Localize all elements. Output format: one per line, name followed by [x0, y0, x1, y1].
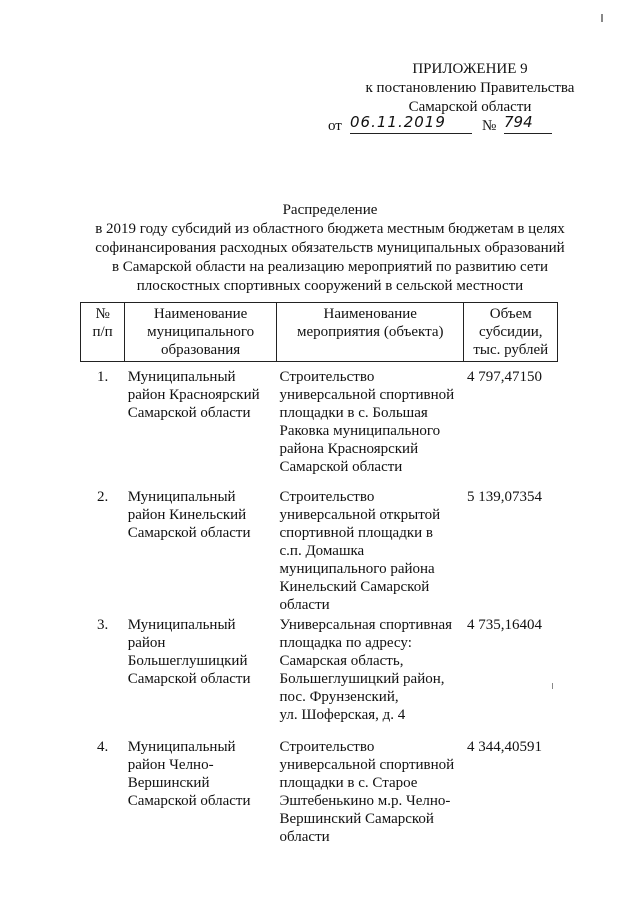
header-text: тыс. рублей — [473, 342, 549, 358]
cell-line: Вершинский Самарской — [279, 811, 434, 827]
row-amount: 4 735,16404 — [466, 617, 542, 633]
table-header-row — [81, 303, 558, 362]
title-line: софинансирования расходных обязательств муниципальных образований — [95, 240, 565, 256]
cell-line: Самарской области — [127, 405, 251, 421]
header-project — [277, 303, 464, 362]
table-row — [81, 488, 558, 616]
row-project — [277, 616, 464, 738]
row-project — [277, 488, 464, 616]
header-number — [81, 303, 125, 362]
header-text: Объем — [489, 306, 532, 322]
title-line: Распределение — [282, 202, 378, 218]
cell-line: района Красноярский — [279, 441, 419, 457]
row-project — [277, 738, 464, 858]
cell-line: площадки в с. Старое — [279, 775, 418, 791]
cell-line: Самарской области — [127, 671, 251, 687]
cell-line: Муниципальный — [127, 489, 236, 505]
header-text: образования — [161, 342, 241, 358]
handwritten-number: 794 — [504, 113, 552, 134]
cell-line: Самарской области — [279, 459, 403, 475]
cell-line: Самарская область, — [279, 653, 404, 669]
row-number: 3. — [96, 617, 109, 633]
cell-line: Раковка муниципального — [279, 423, 441, 439]
cell-line: Строительство — [279, 369, 375, 385]
handwritten-date: 06.11.2019 — [350, 113, 472, 134]
cell-line: Муниципальный — [127, 369, 236, 385]
document-reference — [328, 113, 610, 137]
from-label: от — [328, 118, 342, 134]
table-row — [81, 362, 558, 489]
title-line: в Самарской области на реализацию мероприятий по развитию сети — [111, 259, 549, 275]
cell-line: район Красноярский — [127, 387, 260, 403]
number-label: № — [482, 118, 497, 134]
cell-line: район Кинельский — [127, 507, 247, 523]
row-municipality — [125, 616, 277, 738]
cell-line: Самарской области — [127, 793, 251, 809]
cell-line: области — [279, 597, 330, 613]
header-text: № — [95, 306, 110, 322]
header-municipality — [125, 303, 277, 362]
cell-line: Эштебенькино м.р. Челно- — [279, 793, 451, 809]
cell-line: Большеглушицкий район, — [279, 671, 445, 687]
appendix-heading: ПРИЛОЖЕНИЕ 9 — [412, 61, 528, 77]
row-number: 4. — [96, 739, 109, 755]
appendix-line: к постановлению Правительства — [365, 80, 575, 96]
table-row — [81, 738, 558, 858]
cell-line: Кинельский Самарской — [279, 579, 430, 595]
title-line: плоскостных спортивных сооружений в сельской местности — [136, 278, 524, 294]
cell-line: ул. Шоферская, д. 4 — [279, 707, 406, 723]
header-text: Наименование — [153, 306, 248, 322]
header-text: субсидии, — [478, 324, 543, 340]
table-row — [81, 616, 558, 738]
cell-line: площадки в с. Большая — [279, 405, 428, 421]
cell-line: Самарской области — [127, 525, 251, 541]
row-municipality — [125, 362, 277, 489]
subsidy-table — [80, 302, 558, 858]
title-line: в 2019 году субсидий из областного бюджета местным бюджетам в целях — [95, 221, 565, 237]
row-amount: 4 344,40591 — [466, 739, 542, 755]
cell-line: Муниципальный — [127, 739, 236, 755]
cell-line: район Челно- — [127, 757, 214, 773]
header-text: муниципального — [147, 324, 255, 340]
row-amount: 5 139,07354 — [466, 489, 542, 505]
header-amount — [464, 303, 558, 362]
cell-line: Универсальная спортивная — [279, 617, 453, 633]
cell-line: район — [127, 635, 166, 651]
header-text: мероприятия (объекта) — [297, 324, 444, 340]
cell-line: области — [279, 829, 330, 845]
cell-line: спортивной площадки в — [279, 525, 433, 541]
row-project — [277, 362, 464, 489]
cell-line: универсальной спортивной — [279, 387, 455, 403]
row-amount: 4 797,47150 — [466, 369, 542, 385]
cell-line: Муниципальный — [127, 617, 236, 633]
row-number: 1. — [96, 369, 109, 385]
header-text: Наименование — [323, 306, 417, 322]
document-title — [70, 201, 590, 296]
cell-line: муниципального района — [279, 561, 435, 577]
cell-line: пос. Фрунзенский, — [279, 689, 399, 705]
appendix-line: Самарской области — [408, 99, 532, 115]
header-text: п/п — [92, 324, 113, 340]
cell-line: Вершинский — [127, 775, 210, 791]
cell-line: Большеглушицкий — [127, 653, 248, 669]
cell-line: универсальной открытой — [279, 507, 441, 523]
cell-line: Строительство — [279, 489, 375, 505]
row-municipality — [125, 738, 277, 858]
scan-mark — [601, 14, 603, 22]
cell-line: с.п. Домашка — [279, 543, 365, 559]
cell-line: универсальной спортивной — [279, 757, 455, 773]
appendix-header — [330, 60, 610, 137]
row-number: 2. — [96, 489, 109, 505]
cell-line: Строительство — [279, 739, 375, 755]
cell-line: площадка по адресу: — [279, 635, 412, 651]
row-municipality — [125, 488, 277, 616]
